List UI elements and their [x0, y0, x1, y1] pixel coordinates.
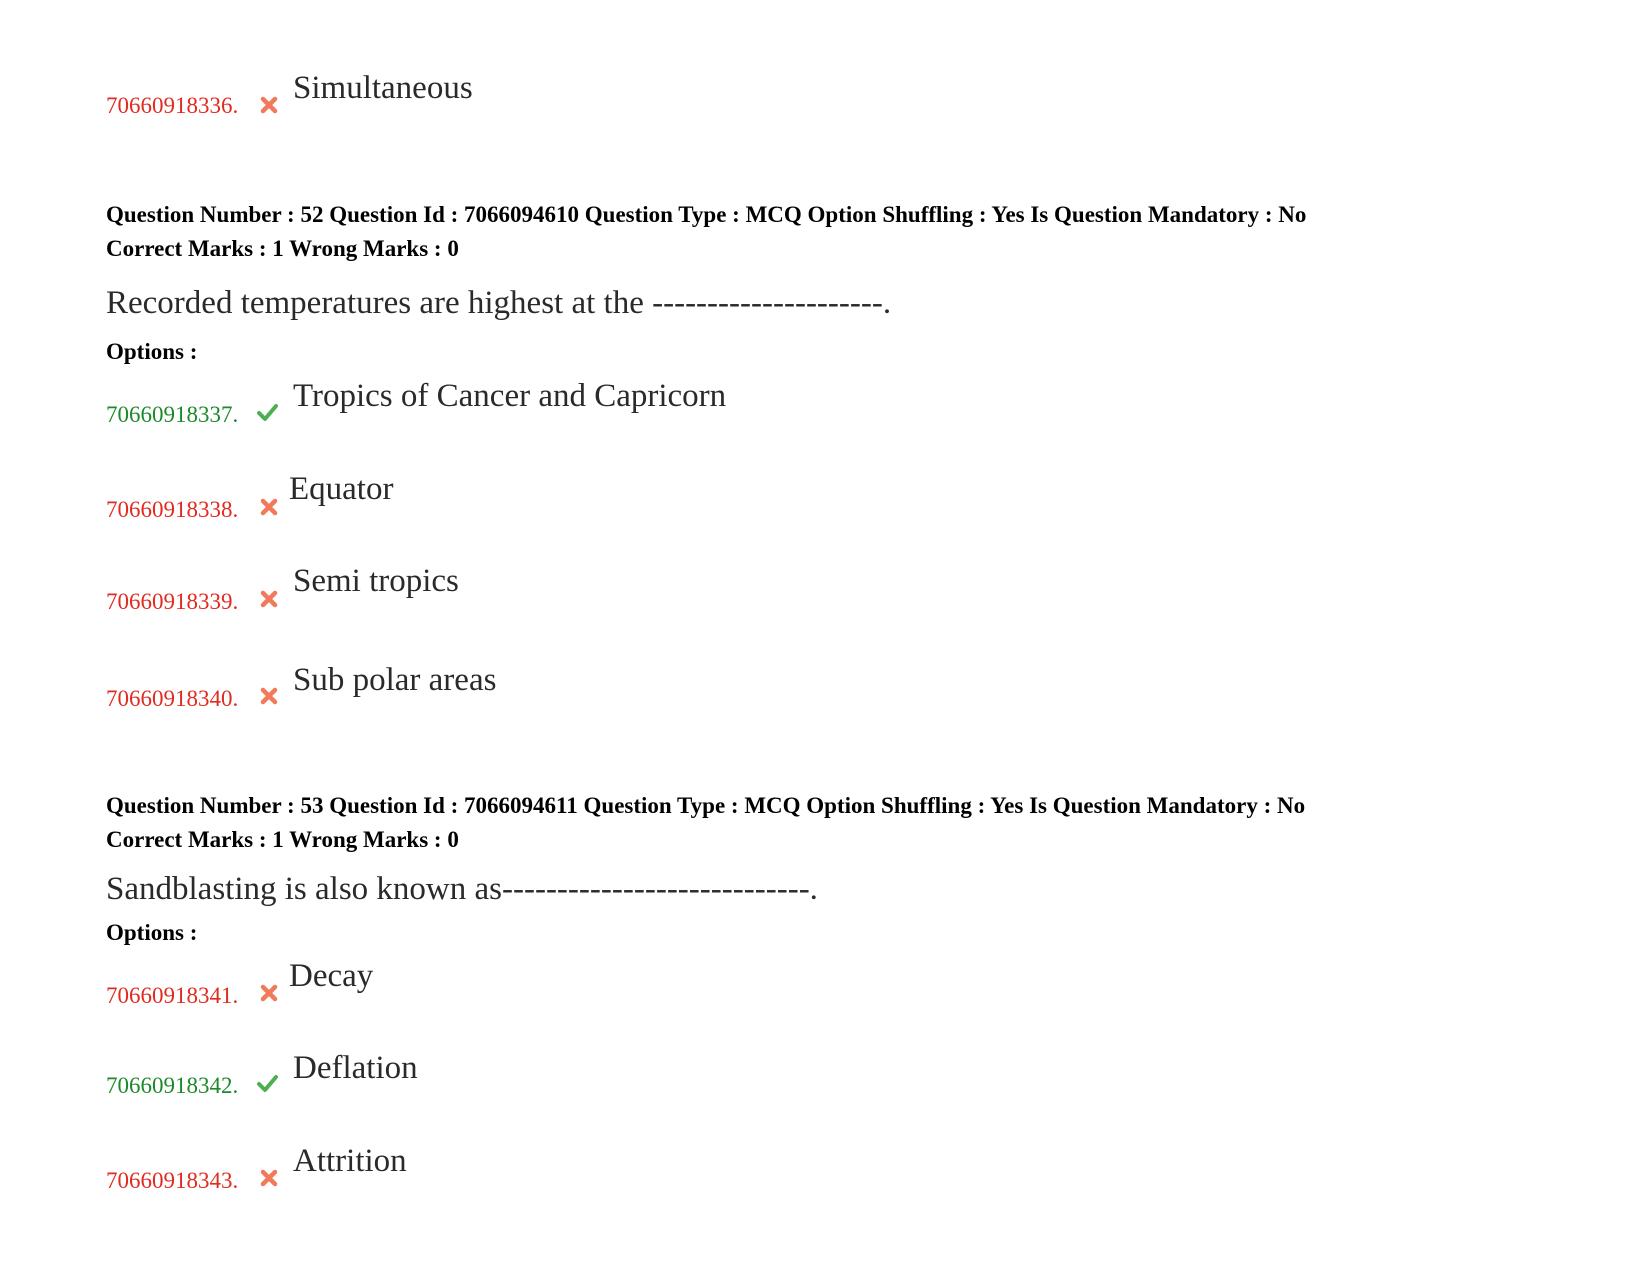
options-label: Options : [106, 339, 198, 364]
option-id: 70660918341. [106, 983, 239, 1008]
option-text: Decay [289, 958, 374, 994]
option-text: Tropics of Cancer and Capricorn [293, 378, 727, 414]
option-text: Equator [289, 471, 394, 507]
cross-icon [258, 982, 280, 1004]
option-text: Deflation [293, 1050, 418, 1086]
option-id: 70660918337. [106, 402, 239, 427]
option-id: 70660918338. [106, 497, 239, 522]
cross-icon [258, 496, 280, 518]
cross-icon [258, 1167, 280, 1189]
check-icon [256, 1072, 278, 1094]
cross-icon [258, 94, 280, 116]
option-text: Simultaneous [293, 70, 473, 106]
option-id: 70660918340. [106, 686, 239, 711]
question-marks: Correct Marks : 1 Wrong Marks : 0 [106, 827, 459, 852]
question-text: Recorded temperatures are highest at the ---------------------. [106, 285, 892, 321]
options-label: Options : [106, 920, 198, 945]
option-id: 70660918343. [106, 1168, 239, 1193]
option-id: 70660918342. [106, 1073, 239, 1098]
cross-icon [258, 588, 280, 610]
option-text: Sub polar areas [293, 662, 497, 698]
option-id: 70660918339. [106, 589, 239, 614]
question-marks: Correct Marks : 1 Wrong Marks : 0 [106, 236, 459, 261]
question-meta: Question Number : 53 Question Id : 7066094611 Question Type : MCQ Option Shuffling : Yes Is Question Mandatory : No [106, 793, 1306, 818]
question-meta: Question Number : 52 Question Id : 7066094610 Question Type : MCQ Option Shuffling : Yes Is Question Mandatory : No [106, 202, 1307, 227]
option-text: Semi tropics [293, 563, 459, 599]
check-icon [256, 401, 278, 423]
option-id: 70660918336. [106, 93, 239, 118]
cross-icon [258, 685, 280, 707]
question-text: Sandblasting is also known as----------------------------. [106, 871, 818, 907]
option-text: Attrition [293, 1143, 407, 1179]
